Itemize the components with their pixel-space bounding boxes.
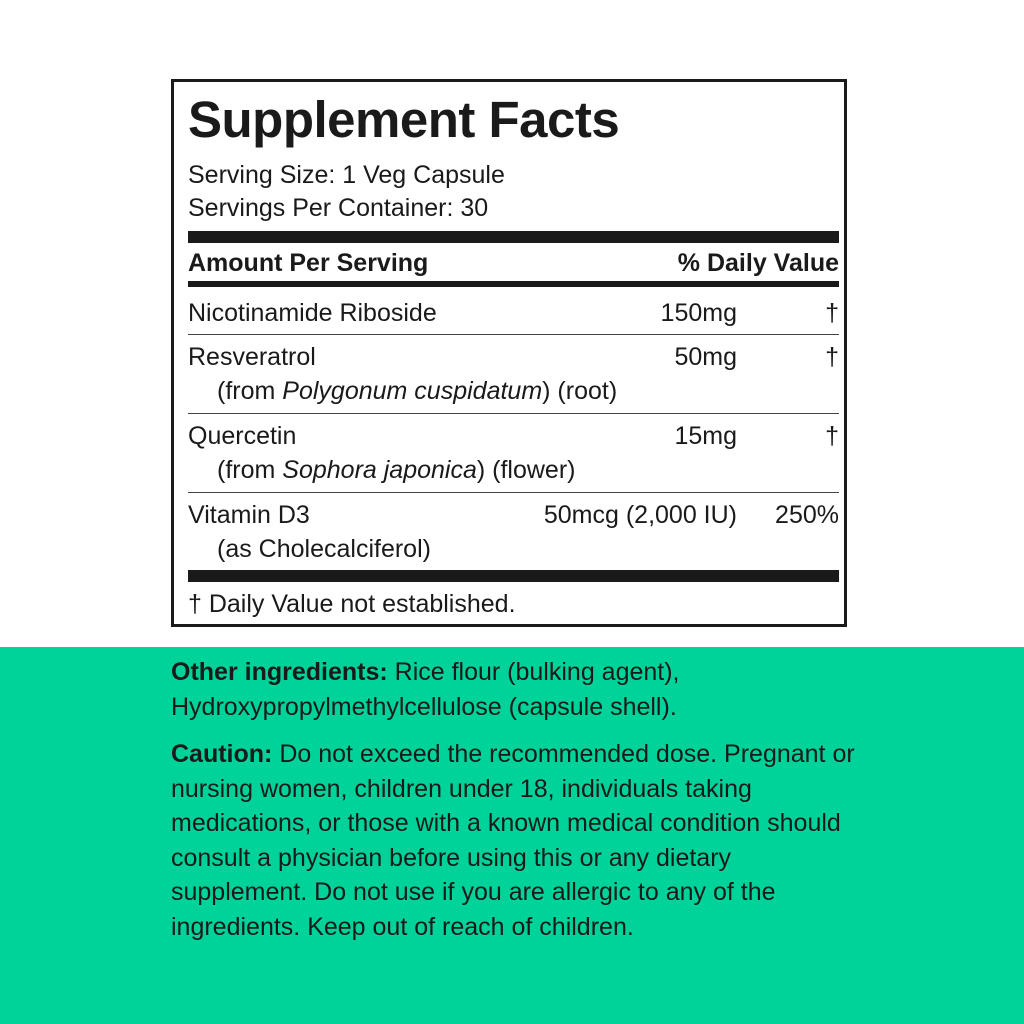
nutrient-amount: 50mg bbox=[674, 343, 737, 371]
nutrient-daily-value: † bbox=[825, 299, 839, 327]
nutrient-amount: 50mcg (2,000 IU) bbox=[543, 501, 737, 529]
nutrient-source: (from Polygonum cuspidatum) (root) bbox=[217, 377, 618, 405]
nutrient-daily-value: † bbox=[825, 422, 839, 450]
nutrient-name: Vitamin D3 bbox=[188, 501, 310, 529]
nutrient-amount: 15mg bbox=[674, 422, 737, 450]
nutrient-amount: 150mg bbox=[660, 299, 737, 327]
row-divider bbox=[188, 492, 839, 493]
daily-value-footnote: † Daily Value not established. bbox=[188, 590, 516, 618]
other-ingredients bbox=[171, 655, 861, 724]
header-row bbox=[188, 247, 839, 279]
nutrient-name: Resveratrol bbox=[188, 343, 316, 371]
serving-size: Serving Size: 1 Veg Capsule bbox=[188, 161, 505, 189]
nutrient-name: Quercetin bbox=[188, 422, 297, 450]
supplement-facts-panel bbox=[171, 79, 847, 627]
panel-title: Supplement Facts bbox=[188, 91, 620, 148]
servings-per-container: Servings Per Container: 30 bbox=[188, 194, 489, 222]
thick-divider-bottom bbox=[188, 570, 839, 582]
nutrient-source: (from Sophora japonica) (flower) bbox=[217, 456, 576, 484]
nutrient-name: Nicotinamide Riboside bbox=[188, 299, 437, 327]
nutrient-source: (as Cholecalciferol) bbox=[217, 535, 431, 563]
other-ingredients-label: Other ingredients: bbox=[171, 658, 388, 686]
daily-value-header: % Daily Value bbox=[677, 249, 839, 277]
caution-label: Caution: bbox=[171, 740, 273, 768]
medium-divider bbox=[188, 281, 839, 287]
row-divider bbox=[188, 334, 839, 335]
caution-statement bbox=[171, 737, 861, 944]
other-ingredients-text: Rice flour (bulking agent), Hydroxypropylmethylcellulose (capsule shell). bbox=[171, 658, 680, 721]
thick-divider bbox=[188, 231, 839, 243]
caution-text: Do not exceed the recommended dose. Pregnant or nursing women, children under 18, individuals taking medications, or those with a known medical condition should consult a physician before using this or any dietary supplement. Do not use if you are allergic to any of the ingredients. Keep out of reach of children. bbox=[171, 740, 855, 941]
nutrient-daily-value: † bbox=[825, 343, 839, 371]
nutrient-daily-value: 250% bbox=[775, 501, 839, 529]
row-divider bbox=[188, 413, 839, 414]
amount-per-serving-header: Amount Per Serving bbox=[188, 249, 429, 277]
